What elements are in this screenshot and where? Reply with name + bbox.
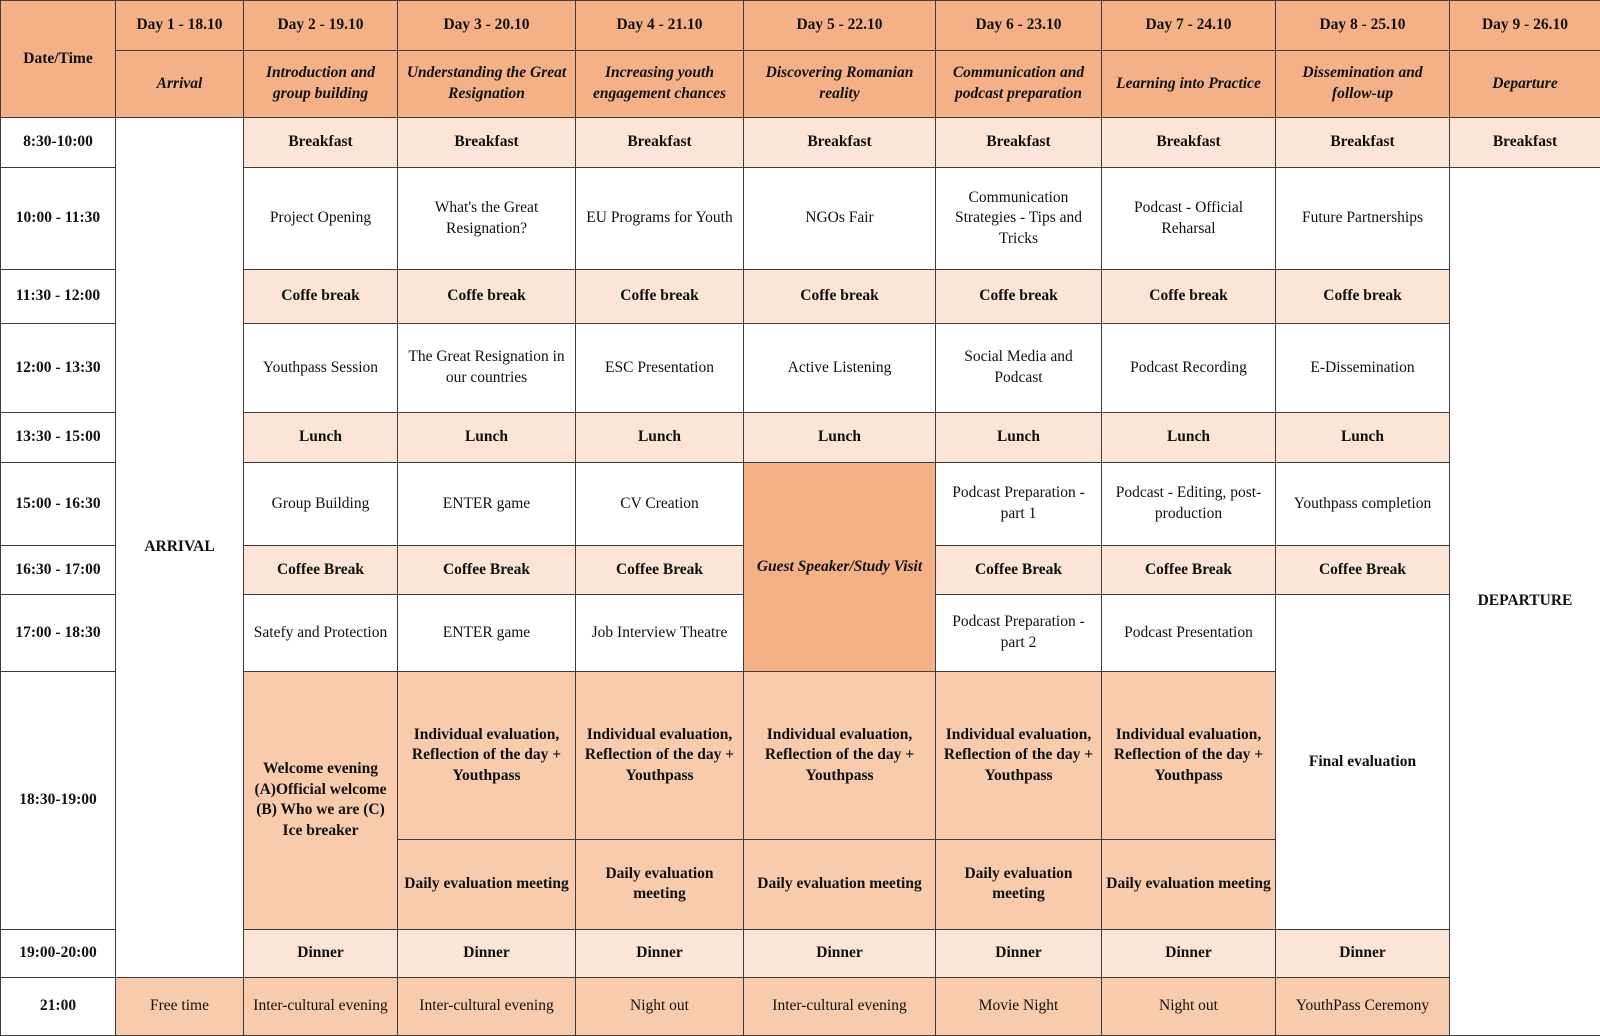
time-label: 15:00 - 16:30 bbox=[1, 463, 116, 546]
breakfast-cell: Breakfast bbox=[1450, 118, 1600, 168]
header-themes-row bbox=[1, 51, 1600, 118]
coffee-break-cell: Coffee Break bbox=[398, 546, 576, 595]
evening-activity-cell: Night out bbox=[1102, 977, 1276, 1035]
breakfast-cell: Breakfast bbox=[1276, 118, 1450, 168]
dinner-cell: Dinner bbox=[1276, 929, 1450, 977]
arrival-cell: ARRIVAL bbox=[116, 118, 244, 978]
coffee-break-cell: Coffe break bbox=[244, 270, 398, 324]
welcome-evening-cell: Welcome evening (A)Official welcome (B) Who we are (C) Ice breaker bbox=[244, 672, 398, 930]
evening-activity-cell: Night out bbox=[576, 977, 744, 1035]
session-cell: ENTER game bbox=[398, 463, 576, 546]
dinner-cell: Dinner bbox=[744, 929, 936, 977]
session-cell: CV Creation bbox=[576, 463, 744, 546]
row-0830 bbox=[1, 118, 1600, 168]
day-theme: Learning into Practice bbox=[1102, 51, 1276, 118]
lunch-cell: Lunch bbox=[744, 413, 936, 463]
dinner-cell: Dinner bbox=[244, 929, 398, 977]
daily-evaluation-cell: Daily evaluation meeting bbox=[1102, 839, 1276, 929]
lunch-cell: Lunch bbox=[936, 413, 1102, 463]
time-label: 16:30 - 17:00 bbox=[1, 546, 116, 595]
coffee-break-cell: Coffe break bbox=[1102, 270, 1276, 324]
row-2100 bbox=[1, 977, 1600, 1035]
individual-evaluation-cell: Individual evaluation, Reflection of the day + Youthpass bbox=[1102, 672, 1276, 840]
day-theme: Dissemination and follow-up bbox=[1276, 51, 1450, 118]
session-cell: Podcast Preparation - part 1 bbox=[936, 463, 1102, 546]
lunch-cell: Lunch bbox=[1276, 413, 1450, 463]
day-theme: Discovering Romanian reality bbox=[744, 51, 936, 118]
time-label: 18:30-19:00 bbox=[1, 672, 116, 930]
lunch-cell: Lunch bbox=[244, 413, 398, 463]
day-theme: Communication and podcast preparation bbox=[936, 51, 1102, 118]
session-cell: Active Listening bbox=[744, 324, 936, 413]
day-header: Day 9 - 26.10 bbox=[1450, 1, 1600, 51]
session-cell: What's the Great Resignation? bbox=[398, 168, 576, 270]
day-theme: Increasing youth engagement chances bbox=[576, 51, 744, 118]
day-theme: Arrival bbox=[116, 51, 244, 118]
lunch-cell: Lunch bbox=[576, 413, 744, 463]
session-cell: Youthpass completion bbox=[1276, 463, 1450, 546]
day-header: Day 4 - 21.10 bbox=[576, 1, 744, 51]
coffee-break-cell: Coffe break bbox=[576, 270, 744, 324]
evening-activity-cell: Inter-cultural evening bbox=[244, 977, 398, 1035]
daily-evaluation-cell: Daily evaluation meeting bbox=[744, 839, 936, 929]
session-cell: Podcast Preparation - part 2 bbox=[936, 595, 1102, 672]
session-cell: EU Programs for Youth bbox=[576, 168, 744, 270]
coffee-break-cell: Coffe break bbox=[398, 270, 576, 324]
session-cell: Podcast - Official Reharsal bbox=[1102, 168, 1276, 270]
day-theme: Understanding the Great Resignation bbox=[398, 51, 576, 118]
guest-speaker-cell: Guest Speaker/Study Visit bbox=[744, 463, 936, 672]
time-label: 13:30 - 15:00 bbox=[1, 413, 116, 463]
daily-evaluation-cell: Daily evaluation meeting bbox=[576, 839, 744, 929]
session-cell: The Great Resignation in our countries bbox=[398, 324, 576, 413]
day-header: Day 7 - 24.10 bbox=[1102, 1, 1276, 51]
departure-cell: DEPARTURE bbox=[1450, 168, 1600, 1036]
time-label: 19:00-20:00 bbox=[1, 929, 116, 977]
session-cell: Job Interview Theatre bbox=[576, 595, 744, 672]
coffee-break-cell: Coffe break bbox=[744, 270, 936, 324]
session-cell: Project Opening bbox=[244, 168, 398, 270]
session-cell: Social Media and Podcast bbox=[936, 324, 1102, 413]
session-cell: Future Partnerships bbox=[1276, 168, 1450, 270]
lunch-cell: Lunch bbox=[1102, 413, 1276, 463]
evening-activity-cell: Inter-cultural evening bbox=[744, 977, 936, 1035]
dinner-cell: Dinner bbox=[1102, 929, 1276, 977]
session-cell: Podcast Presentation bbox=[1102, 595, 1276, 672]
day-header: Day 5 - 22.10 bbox=[744, 1, 936, 51]
session-cell: Podcast Recording bbox=[1102, 324, 1276, 413]
day-header: Day 2 - 19.10 bbox=[244, 1, 398, 51]
day-header: Day 6 - 23.10 bbox=[936, 1, 1102, 51]
time-label: 11:30 - 12:00 bbox=[1, 270, 116, 324]
day-header: Day 8 - 25.10 bbox=[1276, 1, 1450, 51]
individual-evaluation-cell: Individual evaluation, Reflection of the day + Youthpass bbox=[744, 672, 936, 840]
time-label: 12:00 - 13:30 bbox=[1, 324, 116, 413]
session-cell: Youthpass Session bbox=[244, 324, 398, 413]
lunch-cell: Lunch bbox=[398, 413, 576, 463]
datetime-header: Date/Time bbox=[1, 1, 116, 118]
daily-evaluation-cell: Daily evaluation meeting bbox=[936, 839, 1102, 929]
breakfast-cell: Breakfast bbox=[936, 118, 1102, 168]
session-cell: E-Dissemination bbox=[1276, 324, 1450, 413]
session-cell: Satefy and Protection bbox=[244, 595, 398, 672]
evening-activity-cell: Movie Night bbox=[936, 977, 1102, 1035]
day-theme: Introduction and group building bbox=[244, 51, 398, 118]
breakfast-cell: Breakfast bbox=[576, 118, 744, 168]
time-label: 8:30-10:00 bbox=[1, 118, 116, 168]
individual-evaluation-cell: Individual evaluation, Reflection of the day + Youthpass bbox=[576, 672, 744, 840]
coffee-break-cell: Coffee Break bbox=[1102, 546, 1276, 595]
day-theme: Departure bbox=[1450, 51, 1600, 118]
day-header: Day 1 - 18.10 bbox=[116, 1, 244, 51]
session-cell: Communication Strategies - Tips and Tricks bbox=[936, 168, 1102, 270]
breakfast-cell: Breakfast bbox=[1102, 118, 1276, 168]
coffee-break-cell: Coffee Break bbox=[576, 546, 744, 595]
evening-activity-cell: Free time bbox=[116, 977, 244, 1035]
coffee-break-cell: Coffe break bbox=[936, 270, 1102, 324]
evening-activity-cell: YouthPass Ceremony bbox=[1276, 977, 1450, 1035]
coffee-break-cell: Coffee Break bbox=[244, 546, 398, 595]
session-cell: ESC Presentation bbox=[576, 324, 744, 413]
day-header: Day 3 - 20.10 bbox=[398, 1, 576, 51]
time-label: 17:00 - 18:30 bbox=[1, 595, 116, 672]
time-label: 10:00 - 11:30 bbox=[1, 168, 116, 270]
dinner-cell: Dinner bbox=[398, 929, 576, 977]
coffee-break-cell: Coffee Break bbox=[1276, 546, 1450, 595]
dinner-cell: Dinner bbox=[576, 929, 744, 977]
evening-activity-cell: Inter-cultural evening bbox=[398, 977, 576, 1035]
dinner-cell: Dinner bbox=[936, 929, 1102, 977]
breakfast-cell: Breakfast bbox=[398, 118, 576, 168]
individual-evaluation-cell: Individual evaluation, Reflection of the day + Youthpass bbox=[398, 672, 576, 840]
final-evaluation-cell: Final evaluation bbox=[1276, 595, 1450, 930]
session-cell: Group Building bbox=[244, 463, 398, 546]
coffee-break-cell: Coffee Break bbox=[936, 546, 1102, 595]
session-cell: ENTER game bbox=[398, 595, 576, 672]
daily-evaluation-cell: Daily evaluation meeting bbox=[398, 839, 576, 929]
session-cell: NGOs Fair bbox=[744, 168, 936, 270]
time-label: 21:00 bbox=[1, 977, 116, 1035]
session-cell: Podcast - Editing, post-production bbox=[1102, 463, 1276, 546]
header-days-row bbox=[1, 1, 1600, 51]
coffee-break-cell: Coffe break bbox=[1276, 270, 1450, 324]
breakfast-cell: Breakfast bbox=[744, 118, 936, 168]
individual-evaluation-cell: Individual evaluation, Reflection of the day + Youthpass bbox=[936, 672, 1102, 840]
breakfast-cell: Breakfast bbox=[244, 118, 398, 168]
